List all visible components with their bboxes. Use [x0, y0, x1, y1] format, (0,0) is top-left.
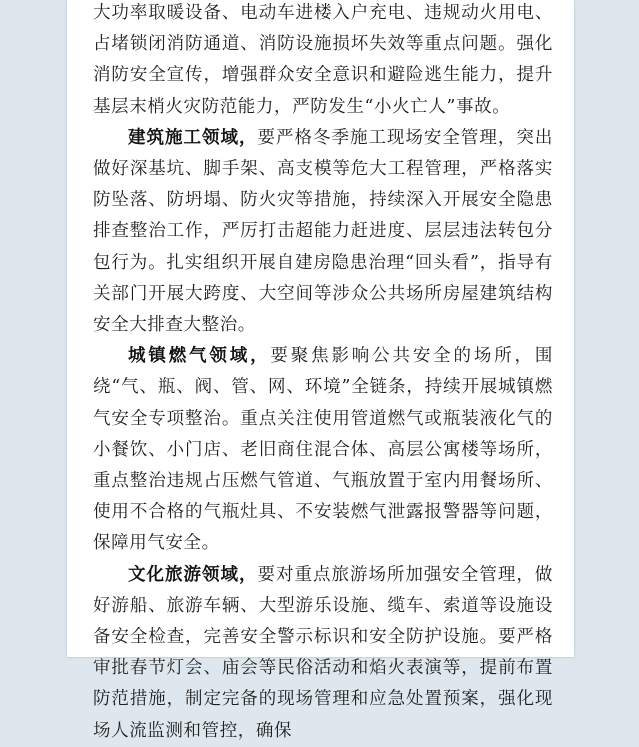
paragraph-construction	[93, 123, 553, 341]
paragraph-body: 大功率取暖设备、电动车进楼入户充电、违规动火用电、占堵锁闭消防通道、消防设施损坏失效等重点问题。强化消防安全宣传，增强群众安全意识和避险逃生能力，提升基层末梢火灾防范能力，严防发生“小火亡人”事故。	[93, 3, 553, 117]
paragraph-heading-culture-tourism: 文化旅游领域，	[128, 564, 258, 585]
paragraph-body: 要对重点旅游场所加强安全管理，做好游船、旅游车辆、大型游乐设施、缆车、索道等设施设备安全检查，完善安全警示标识和安全防护设施。要严格审批春节灯会、庙会等民俗活动和焰火表演等，提前布置防范措施，制定完备的现场管理和应急处置预案，强化现场人流监测和管控，确保	[93, 564, 553, 741]
paragraph-urban-gas	[93, 341, 553, 559]
paragraph-body: 要严格冬季施工现场安全管理，突出做好深基坑、脚手架、高支模等危大工程管理，严格落实防坠落、防坍塌、防火灾等措施，持续深入开展安全隐患排查整治工作，严厉打击超能力赶进度、层层违法转包分包行为。扎实组织开展自建房隐患治理“回头看”，指导有关部门开展大跨度、大空间等涉众公共场所房屋建筑结构安全大排查大整治。	[93, 127, 553, 336]
document-page	[67, 0, 574, 741]
paragraph-fire-safety-continued	[93, 0, 553, 123]
paragraph-heading-urban-gas: 城镇燃气领域，	[128, 346, 271, 367]
paragraph-heading-construction: 建筑施工领域，	[128, 127, 258, 148]
paragraph-culture-tourism	[93, 560, 553, 747]
document-body	[93, 0, 553, 747]
paragraph-body: 要聚焦影响公共安全的场所，围绕“气、瓶、阀、管、网、环境”全链条，持续开展城镇燃气安全专项整治。重点关注使用管道燃气或瓶装液化气的小餐饮、小门店、老旧商住混合体、高层公寓楼等场所，重点整治违规占压燃气管道、气瓶放置于室内用餐场所、使用不合格的气瓶灶具、不安装燃气泄露报警器等问题，保障用气安全。	[93, 346, 553, 554]
